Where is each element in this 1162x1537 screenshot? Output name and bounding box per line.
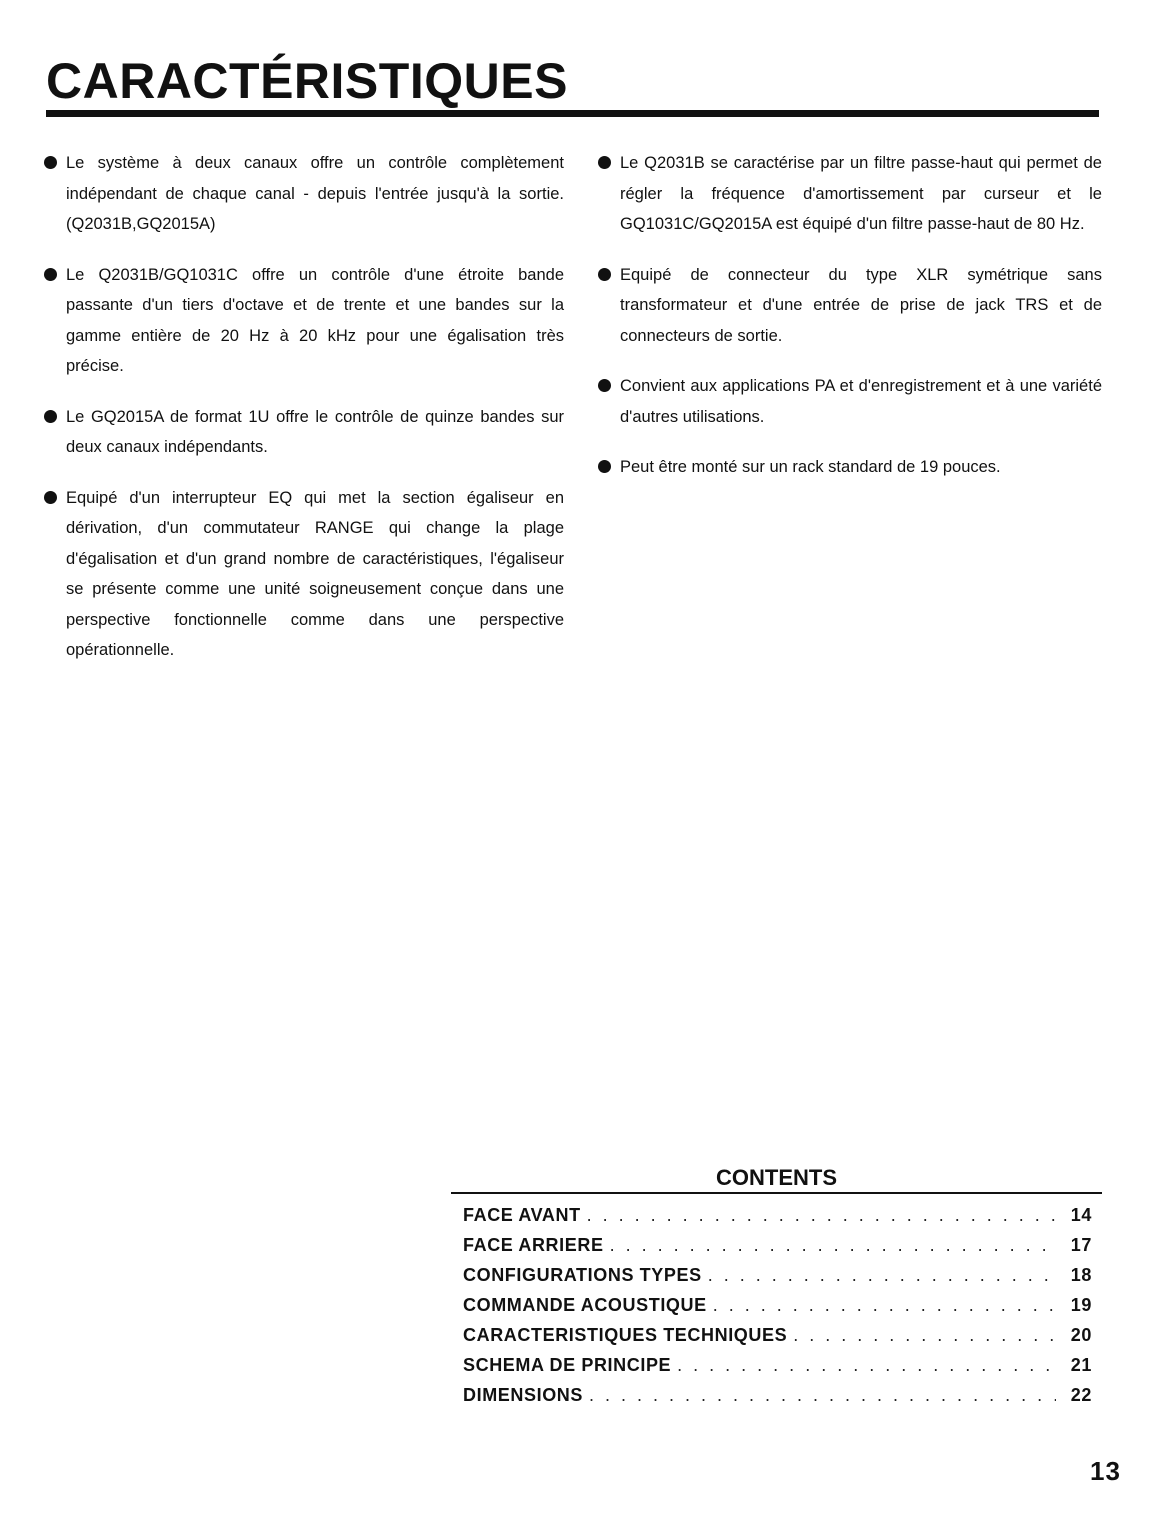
contents-rule <box>451 1192 1102 1194</box>
toc-entry[interactable] <box>463 1200 1092 1230</box>
toc-entry[interactable] <box>463 1230 1092 1260</box>
feature-item <box>598 452 1102 483</box>
feature-item <box>44 402 564 463</box>
bullet-icon <box>44 156 57 169</box>
contents-title: CONTENTS <box>716 1165 837 1190</box>
toc-label: FACE ARRIERE <box>463 1235 604 1255</box>
feature-item <box>44 260 564 382</box>
contents-box <box>451 1166 1102 1410</box>
bullet-icon <box>598 379 611 392</box>
feature-text: Le système à deux canaux offre un contrôle complètement indépendant de chaque canal - depuis l'entrée jusqu'à la sortie. (Q2031B,GQ2015A) <box>66 154 564 233</box>
feature-text: Le Q2031B/GQ1031C offre un contrôle d'une étroite bande passante d'un tiers d'octave et de trente et une bandes sur la gamme entière de 20 Hz à 20 kHz pour une égalisation très précise. <box>66 265 564 375</box>
toc-leader-dots <box>793 1320 1056 1350</box>
toc-label: DIMENSIONS <box>463 1385 584 1405</box>
page-number: 13 <box>1090 1456 1121 1486</box>
toc-page: 18 <box>1070 1265 1092 1285</box>
feature-item <box>598 148 1102 240</box>
toc-page: 19 <box>1070 1295 1092 1315</box>
feature-text: Equipé d'un interrupteur EQ qui met la section égaliseur en dérivation, d'un commutateur RANGE qui change la plage d'égalisation et d'un grand nombre de caractéristiques, l'égaliseur se présente comme une unité soigneusement conçue dans une perspective fonctionnelle comme dans une perspective opérationnelle. <box>66 488 564 659</box>
feature-text: Le GQ2015A de format 1U offre le contrôle de quinze bandes sur deux canaux indépendants. <box>66 407 564 456</box>
toc-leader-dots <box>708 1260 1056 1290</box>
feature-text: Convient aux applications PA et d'enregistrement et à une variété d'autres utilisations. <box>620 377 1102 426</box>
feature-item <box>44 148 564 240</box>
toc-entry[interactable] <box>463 1350 1092 1380</box>
toc-leader-dots <box>587 1200 1056 1230</box>
toc-label: COMMANDE ACOUSTIQUE <box>463 1295 707 1315</box>
bullet-icon <box>44 410 57 423</box>
title-rule <box>46 110 1099 117</box>
toc-entry[interactable] <box>463 1260 1092 1290</box>
bullet-icon <box>598 156 611 169</box>
toc-leader-dots <box>677 1350 1056 1380</box>
feature-item <box>598 371 1102 432</box>
feature-item <box>598 260 1102 352</box>
toc-leader-dots <box>610 1230 1056 1260</box>
toc-entry[interactable] <box>463 1380 1092 1410</box>
feature-item <box>44 483 564 666</box>
toc-entry[interactable] <box>463 1290 1092 1320</box>
bullet-icon <box>44 268 57 281</box>
toc-entry[interactable] <box>463 1320 1092 1350</box>
bullet-icon <box>598 460 611 473</box>
toc-list <box>451 1200 1102 1410</box>
toc-leader-dots <box>589 1380 1056 1410</box>
toc-label: CARACTERISTIQUES TECHNIQUES <box>463 1325 788 1345</box>
page-title: CARACTÉRISTIQUES <box>46 53 568 109</box>
features-left-column <box>44 148 564 686</box>
feature-text: Le Q2031B se caractérise par un filtre passe-haut qui permet de régler la fréquence d'amortissement par curseur et le GQ1031C/GQ2015A est équipé d'un filtre passe-haut de 80 Hz. <box>620 154 1102 233</box>
toc-page: 21 <box>1070 1355 1092 1375</box>
toc-label: CONFIGURATIONS TYPES <box>463 1265 702 1285</box>
toc-label: SCHEMA DE PRINCIPE <box>463 1355 672 1375</box>
feature-text: Equipé de connecteur du type XLR symétrique sans transformateur et d'une entrée de prise de jack TRS et de connecteurs de sortie. <box>620 265 1102 345</box>
toc-page: 14 <box>1070 1205 1092 1225</box>
toc-leader-dots <box>713 1290 1056 1320</box>
bullet-icon <box>44 491 57 504</box>
bullet-icon <box>598 268 611 281</box>
toc-label: FACE AVANT <box>463 1205 581 1225</box>
toc-page: 20 <box>1070 1325 1092 1345</box>
features-right-column <box>598 148 1102 503</box>
feature-text: Peut être monté sur un rack standard de 19 pouces. <box>620 458 1001 476</box>
toc-page: 17 <box>1070 1235 1092 1255</box>
toc-page: 22 <box>1070 1385 1092 1405</box>
